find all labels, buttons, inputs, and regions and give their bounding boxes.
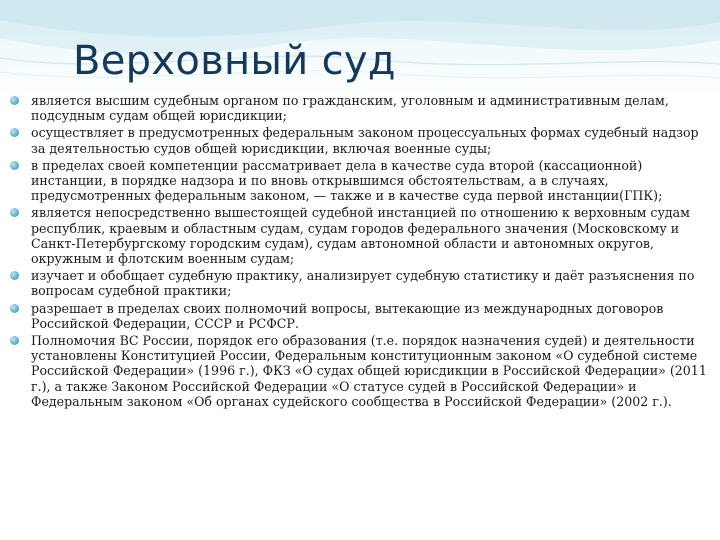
list-item [10,301,710,331]
bullet-icon [10,304,19,313]
bullet-icon [10,128,19,137]
list-item [10,158,710,204]
bullet-icon [10,271,19,280]
bullet-icon [10,96,19,105]
slide-title: Верховный суд [73,38,396,84]
list-item-text: является высшим судебным органом по гражданским, уголовным и административным делам, подсудным судам общей юрисдикции; [31,93,669,124]
list-item-text: осуществляет в предусмотренных федеральным законом процессуальных формах судебный надзор за деятельностью судов общей юрисдикции, включая военные суды; [31,125,699,156]
list-item-text: изучает и обобщает судебную практику, анализирует судебную статистику и даёт разъяснения по вопросам судебной практики; [31,268,695,299]
bullet-icon [10,208,19,217]
list-item-text: Полномочия ВС России, порядок его образования (т.е. порядок назначения судей) и деятельности установлены Конституцией России, Федеральным конституционным законом «О судебной системе Российской Федерации» (1996 г.), ФКЗ «О судах общей юрисдикции в Российской Федерации» (2011 г.), а также Законом Российской Федерации «О статусе судей в Российской Федерации» и Федеральным законом «Об органах судейского сообщества в Российской Федерации» (2002 г.). [31,333,707,409]
list-item [10,125,710,155]
bullet-list [10,93,710,411]
bullet-icon [10,336,19,345]
list-item [10,268,710,298]
list-item [10,93,710,123]
list-item-text: является непосредственно вышестоящей судебной инстанцией по отношению к верховным судам республик, краевым и областным судам, судам городов федерального значения (Московскому и Санкт-Петербургскому городским судам), судам автономной области и автономных округов, окружным и флотским военным судам; [31,205,690,267]
list-item-text: в пределах своей компетенции рассматривает дела в качестве суда второй (кассационной) инстанции, в порядке надзора и по вновь открывшимся обстоятельствам, а в случаях, предусмотренных федеральным законом, — также и в качестве суда первой инстанции(ГПК); [31,157,663,204]
list-item [10,333,710,409]
list-item-text: разрешает в пределах своих полномочий вопросы, вытекающие из международных договоров Российской Федерации, СССР и РСФСР. [31,300,664,331]
bullet-icon [10,161,19,170]
list-item [10,205,710,266]
